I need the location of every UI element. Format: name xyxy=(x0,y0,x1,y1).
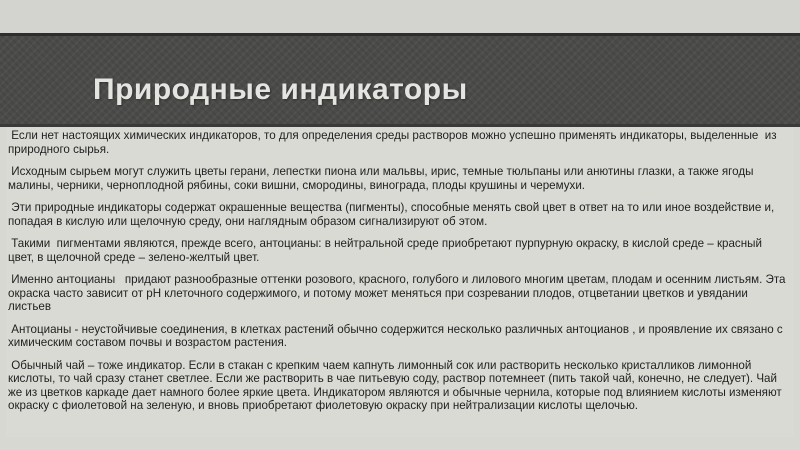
paragraph-intro: Если нет настоящих химических индикаторов, то для определения среды растворов можно успешно применять индикаторы, выделенные из природного сырья. xyxy=(8,129,780,156)
slide-top-band xyxy=(0,0,800,33)
paragraph-anthocyanins: Такими пигментами являются, прежде всего, антоцианы: в нейтральной среде приобретают пурпурную окраску, в кислой среде – красный цвет, в щелочной среде – зелено-желтый цвет. xyxy=(8,237,766,264)
body-text xyxy=(8,129,790,413)
slide-title: Природные индикаторы xyxy=(93,73,468,106)
paragraph-tea: Обычный чай – тоже индикатор. Если в стакан с крепким чаем капнуть лимонный сок или растворить несколько кристалликов лимонной кислоты, то чай сразу станет светлее. Если же растворить в чае питьевую соду, раствор потемнеет (пить такой чай, конечно, не следует). Чай же из цветков каркаде дает намного более яркие цвета. Индикатором являются и обычные чернила, которые под влиянием кислоты изменяют окраску с фиолетовой на зеленую, и вновь приобретают фиолетовую окраску при нейтрализации кислоты щелочью. xyxy=(8,358,785,412)
paragraph-pigments: Эти природные индикаторы содержат окрашенные вещества (пигменты), способные менять свой цвет в ответ на то или иное воздействие и, попадая в кислую или щелочную среду, они наглядным образом сигнализируют об этом. xyxy=(8,201,778,228)
paragraph-raw-materials: Исходным сырьем могут служить цветы герани, лепестки пиона или мальвы, ирис, темные тюльпаны или анютины глазки, а также ягоды малины, черники, черноплодной рябины, соки вишни, смородины, винограда, плоды крушины и черемухи. xyxy=(8,165,757,192)
paragraph-colors: Именно антоцианы придают разнообразные оттенки розового, красного, голубого и лилового многим цветам, плодам и осенним листьям. Эта окраска часто зависит от pH клеточного содержимого, и потому может меняться при созревании плодов, отцветании цветков и увядании листьев xyxy=(8,273,789,313)
paragraph-stability: Антоцианы - неустойчивые соединения, в клетках растений обычно содержится несколько различных антоцианов , и проявление их связано с химическим составом почвы и возрастом растения. xyxy=(8,322,786,349)
